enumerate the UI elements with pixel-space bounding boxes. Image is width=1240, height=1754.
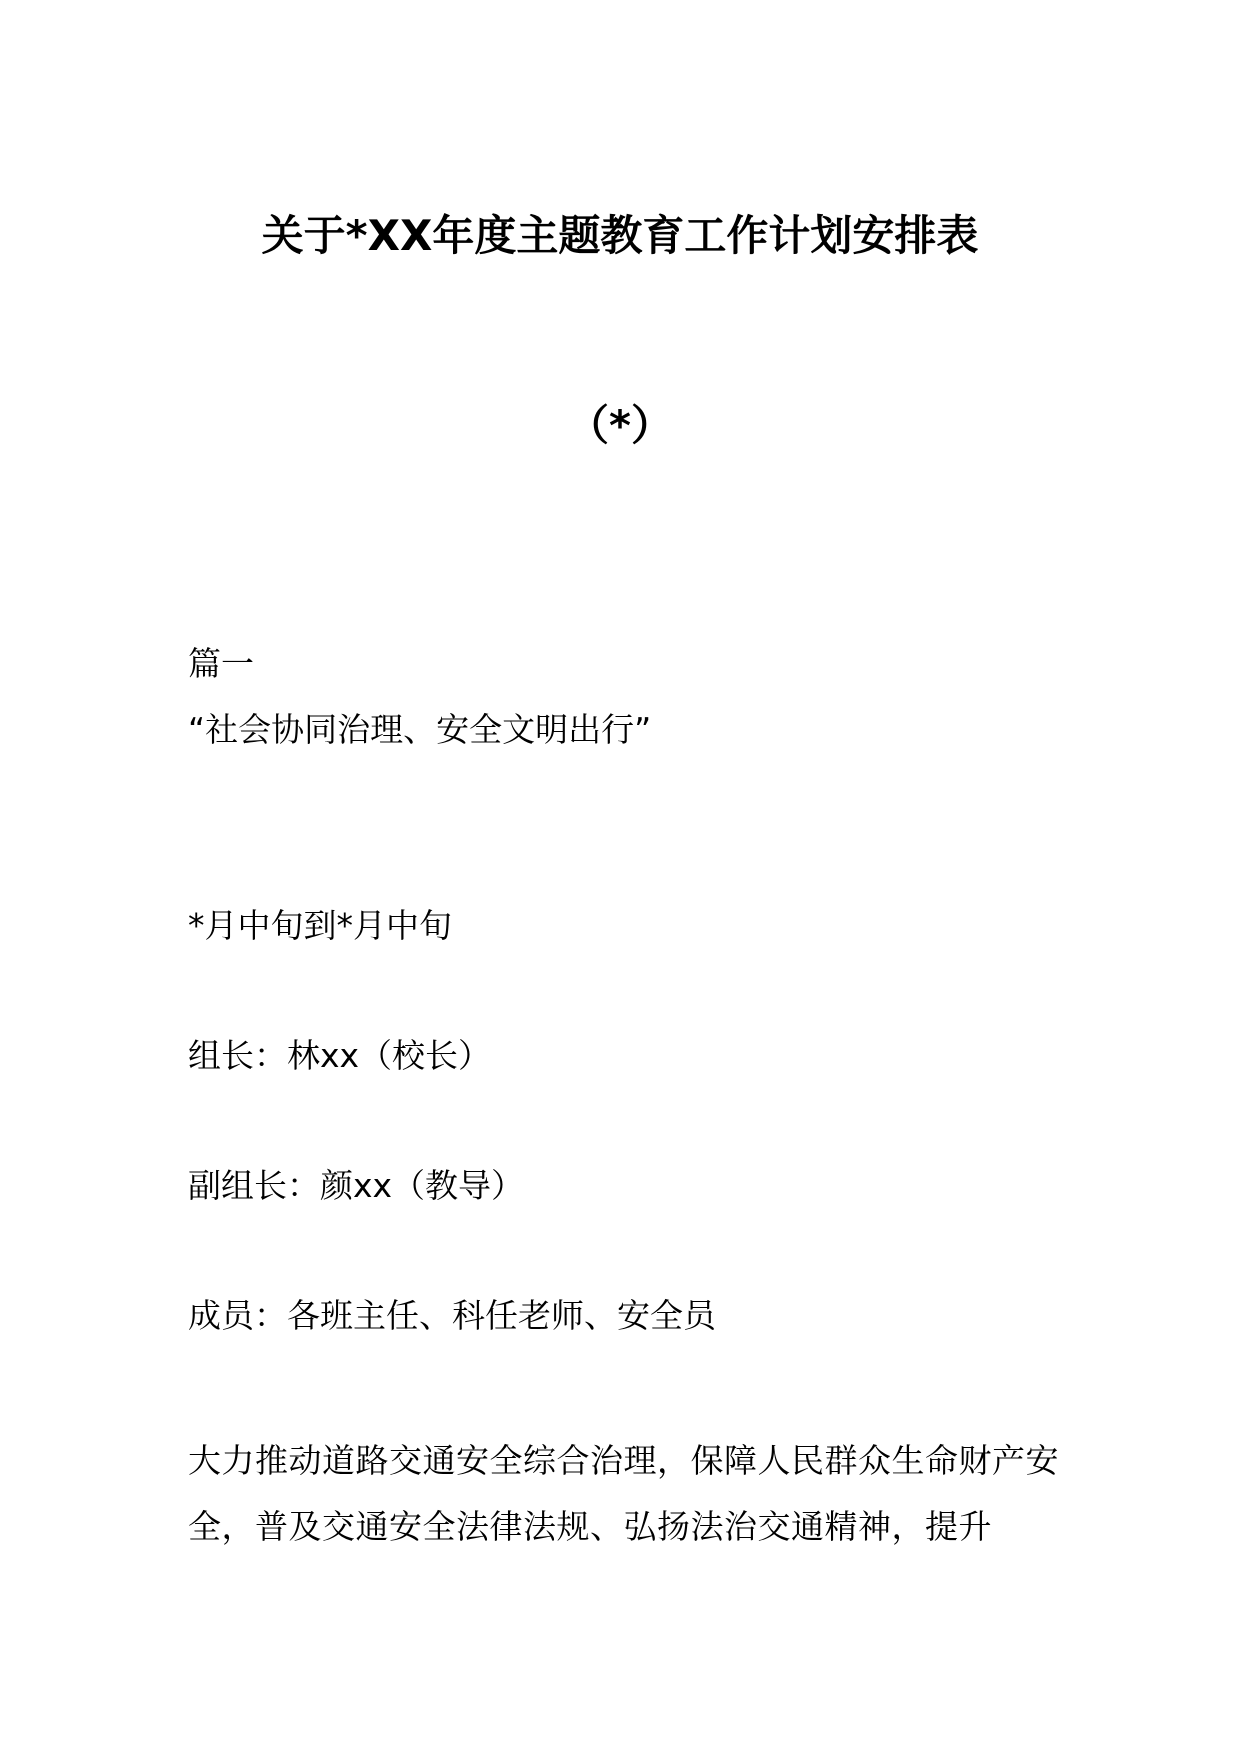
members-line: 成员：各班主任、科任老师、安全员	[188, 1296, 716, 1335]
body-paragraph: 大力推动道路交通安全综合治理，保障人民群众生命财产安全，普及交通安全法律法规、弘扬法治交通精神，提升	[188, 1441, 1059, 1546]
deputy-leader-line: 副组长：颜xx（教导）	[188, 1166, 525, 1205]
section-heading: 篇一	[188, 644, 254, 683]
theme-line: “社会协同治理、安全文明出行”	[188, 710, 652, 749]
period-line: *月中旬到*月中旬	[188, 906, 452, 945]
leader-line: 组长：林xx（校长）	[188, 1036, 492, 1075]
document-title: 关于*XX年度主题教育工作计划安排表	[261, 211, 979, 260]
document-subtitle: （*）	[567, 401, 673, 450]
